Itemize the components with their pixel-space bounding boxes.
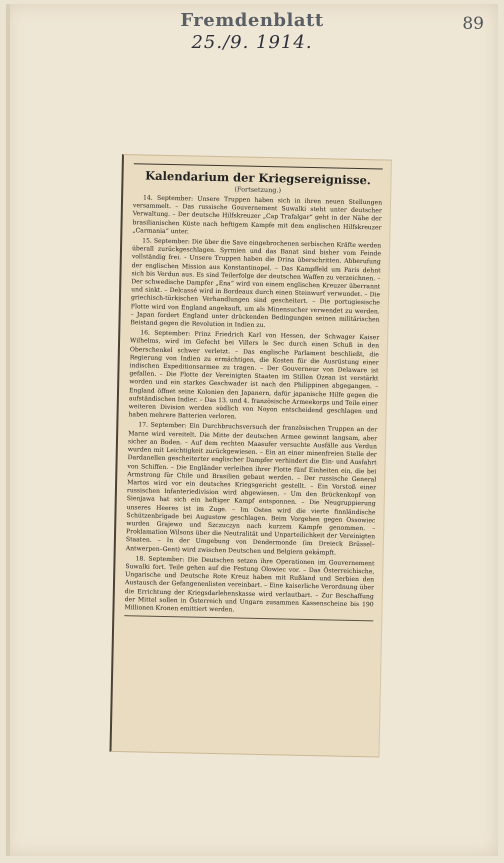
newspaper-clipping (109, 154, 391, 758)
clipping-body (124, 194, 382, 617)
entry-sep-14: 14. September: Unsere Truppen haben sich in ihren neuen Stellungen versammelt. – Das russische Gouvernement Suwalki steht unter deutscher Verwaltung. – Der deutsche Hilfskreuzer „Cap Trafalgar“ geht in der Nähe der brasilianischen Küste nach heftigem Kampfe mit dem englischen Hilfskreuzer „Carmania“ unter. (132, 194, 383, 236)
entry-sep-15: 15. September: Die über die Save eingebrochenen serbischen Kräfte werden überall zurückgeschlagen. Syrmien und das Banat sind bisher vom Feinde vollständig frei. – Unsere Truppen haben die Drina überschritten. Abberufung der englischen Mission aus Konstantinopel. – Das Kampffeld um Paris dehnt sich bis Verdun aus. Es sind Teilerfolge der deutschen Waffen zu verzeichnen. – Der schwedische Dampfer „Ena“ wird von einem englischen Kreuzer überrannt und sinkt. – Delcassé wird in Bordeaux durch einen Steinwurf verwundet. – Die griechisch-türkischen Verhandlungen sind gescheitert. – Die portugiesische Flotte wird von England angekauft, um als Minensucher verwendet zu werden. – Japan fordert England unter drückenden Bedingungen seinen militärischen Beistand gegen die Revolution in Indien zu. (130, 237, 382, 330)
entry-sep-18: 18. September: Die Deutschen setzen ihre Operationen im Gouvernement Suwalki fort. Teile gehen auf die Festung Olowiec vor. – Das Österreichische, Ungarische und Deutsche Rote Kreuz haben mit Rußland und Serbien den Austausch der Gefangenenlisten vereinbart. – Eine kaiserliche Verordnung über die Errichtung der Kriegsdarlehenskasse wird verlautbart. – Zur Beschaffung der Mittel sollen in Österreich und Ungarn zusammen Kassenscheine bis 190 Millionen Kronen emittiert werden. (124, 555, 375, 614)
clipping-subtitle: (Fortsetzung.) (234, 185, 282, 195)
handwritten-date: 25./9. 1914. (191, 32, 313, 53)
archive-page (6, 4, 498, 856)
entry-sep-17: 17. September: Ein Durchbruchsversuch der französischen Truppen an der Marne wird vereitelt. Die Mitte der deutschen Armee gewinnt langsam, aber sicher an Boden. – Auf dem rechten Maasufer versuchte Ausfälle aus Verdun wurden mit Leichtigkeit zurückgewiesen. – Ein an einer minenfreien Stelle der Dardanellen gescheiterter englischer Dampfer verhindert die Ein- und Ausfahrt von Schiffen. – Die Engländer verleihen ihrer Flotte fünf Einheiten ein, die bei Armstrong für Chile und Brasilien gebaut werden. – Der russische General Martos wird vor ein deutsches Kriegsgericht gestellt. – Ein Vorstoß einer russischen Infanteriedivision wird abgewiesen. – Um den Brückenkopf von Sienjawa hat sich ein heftiger Kampf entsponnen. – Die Neugruppierung unseres Heeres ist im Zuge. – Im Osten wird die vierte finnländische Schützenbrigade bei Augustow geschlagen. Beim Vorgehen gegen Ossowiec wurden Grajewo und Szczuczyn nach kurzem Kampfe genommen. – Proklamation Wilsons über die Neutralität und Unparteilichkeit der Vereinigten Staaten. – In der Umgebung von Dendermonde (im Dreieck Brüssel–Antwerpen–Gent) wird zwischen Deutschen und Belgiern gekämpft. (125, 421, 378, 557)
entry-sep-16: 16. September: Prinz Friedrich Karl von Hessen, der Schwager Kaiser Wilhelms, wird im Gefecht bei Villers le Sec durch einen Schuß in den Oberschenkel schwer verletzt. – Das englische Parlament beschließt, die Regierung von Indien zu ermächtigen, die Kosten für die Ausrüstung einer indischen Expeditionsarmee zu tragen. – Der Gouverneur von Delaware ist gefallen. – Die Flotte der Vereinigten Staaten im Stillen Ozean ist verstärkt worden und ein starkes Geschwader ist nach den Philippinen abgegangen. – England öffnet seine Kolonien den Japanern, dafür japanische Hilfe gegen die aufständischen Indier. – Das 13. und 4. französische Armeekorps und Teile einer weiteren Division werden südlich von Noyon entscheidend geschlagen und haben mehrere Batterien verloren. (128, 329, 380, 421)
page-number: 89 (462, 14, 484, 34)
clipping-title: Kalendarium der Kriegsereignisse. (145, 168, 372, 188)
newspaper-name: Fremdenblatt (180, 10, 324, 31)
